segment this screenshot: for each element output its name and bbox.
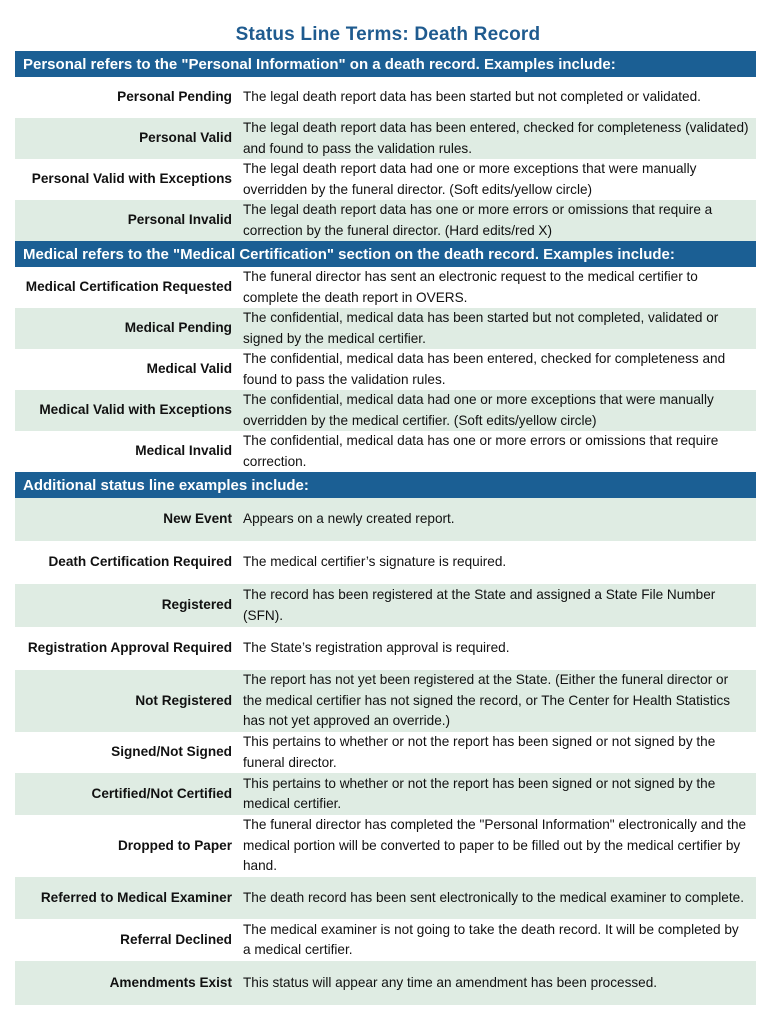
term-description: The medical examiner is not going to take the death record. It will be completed by a medical certifier. bbox=[243, 921, 739, 957]
table-row bbox=[15, 584, 756, 627]
term-label: Medical Valid with Exceptions bbox=[39, 402, 232, 418]
term-label: Signed/Not Signed bbox=[111, 744, 232, 760]
table-row bbox=[15, 200, 756, 241]
term-label: Registered bbox=[161, 597, 232, 613]
term-description: The legal death report data has one or more errors or omissions that require a correction by the funeral director. (Hard edits/red X) bbox=[243, 202, 713, 238]
term-label: Not Registered bbox=[135, 692, 232, 708]
term-description: The confidential, medical data has one or more errors or omissions that require correction. bbox=[243, 433, 719, 469]
term-label: Referral Declined bbox=[120, 931, 232, 947]
table-row bbox=[15, 308, 756, 349]
term-label: Medical Certification Requested bbox=[25, 279, 232, 295]
table-row bbox=[15, 349, 756, 390]
term-label: Personal Pending bbox=[117, 89, 232, 105]
term-label: Medical Invalid bbox=[135, 443, 232, 459]
status-terms-table bbox=[15, 51, 756, 1005]
term-description: The State’s registration approval is required. bbox=[243, 640, 510, 656]
page-title: Status Line Terms: Death Record bbox=[235, 24, 541, 45]
term-description: The confidential, medical data had one or more exceptions that were manually overridden by the medical certifier. (Soft edits/yellow circle) bbox=[243, 392, 714, 428]
table-row bbox=[15, 670, 756, 732]
term-label: Registration Approval Required bbox=[27, 640, 232, 656]
term-description: This pertains to whether or not the report has been signed or not signed by the medical certifier. bbox=[243, 775, 716, 811]
table-row bbox=[15, 919, 756, 961]
table-row bbox=[15, 815, 756, 877]
table-row bbox=[15, 877, 756, 919]
term-description: This pertains to whether or not the report has been signed or not signed by the funeral director. bbox=[243, 734, 716, 770]
table-row bbox=[15, 77, 756, 118]
table-row bbox=[15, 390, 756, 431]
table-row bbox=[15, 159, 756, 200]
table-row bbox=[15, 961, 756, 1005]
term-description: The funeral director has sent an electronic request to the medical certifier to complete the death report in OVERS. bbox=[243, 269, 698, 305]
term-description: The legal death report data has been entered, checked for completeness (validated) and found to pass the validation rules. bbox=[243, 120, 749, 156]
term-description: The legal death report data had one or more exceptions that were manually overridden by the funeral director. (Soft edits/yellow circle) bbox=[243, 161, 697, 197]
table-row bbox=[15, 627, 756, 670]
term-label: Referred to Medical Examiner bbox=[40, 889, 232, 905]
section-heading-medical: Medical refers to the "Medical Certification" section on the death record. Examples include: bbox=[15, 241, 756, 267]
term-description: Appears on a newly created report. bbox=[243, 511, 455, 527]
term-description: The death record has been sent electronically to the medical examiner to complete. bbox=[243, 889, 744, 905]
term-label: Medical Pending bbox=[124, 320, 232, 336]
term-description: This status will appear any time an amendment has been processed. bbox=[243, 974, 658, 990]
term-label: New Event bbox=[163, 511, 232, 527]
table-row bbox=[15, 773, 756, 815]
term-description: The record has been registered at the State and assigned a State File Number (SFN). bbox=[243, 587, 716, 623]
term-label: Amendments Exist bbox=[109, 974, 232, 990]
section-heading-personal: Personal refers to the "Personal Information" on a death record. Examples include: bbox=[15, 51, 756, 77]
table-row bbox=[15, 431, 756, 472]
term-description: The confidential, medical data has been entered, checked for completeness and found to pass the validation rules. bbox=[243, 351, 726, 387]
table-row bbox=[15, 541, 756, 584]
term-description: The medical certifier’s signature is required. bbox=[243, 554, 507, 570]
term-label: Personal Invalid bbox=[127, 212, 232, 228]
term-description: The funeral director has completed the "Personal Information" electronically and the medical portion will be converted to paper to be filled out by the medical certifier by hand. bbox=[243, 817, 747, 874]
term-label: Certified/Not Certified bbox=[91, 785, 232, 801]
term-label: Personal Valid bbox=[139, 130, 232, 146]
table-row bbox=[15, 267, 756, 308]
term-label: Personal Valid with Exceptions bbox=[31, 171, 232, 187]
term-label: Death Certification Required bbox=[48, 554, 232, 570]
section-heading-additional: Additional status line examples include: bbox=[15, 472, 756, 498]
term-description: The report has not yet been registered at the State. (Either the funeral director or the medical certifier has not signed the record, or The Center for Health Statistics has not yet approved an override.) bbox=[243, 672, 731, 729]
term-description: The confidential, medical data has been started but not completed, validated or signed by the medical certifier. bbox=[243, 310, 719, 346]
term-label: Medical Valid bbox=[146, 361, 232, 377]
table-row bbox=[15, 498, 756, 541]
term-label: Dropped to Paper bbox=[117, 837, 232, 853]
term-description: The legal death report data has been started but not completed or validated. bbox=[243, 89, 701, 105]
table-row bbox=[15, 118, 756, 159]
table-row bbox=[15, 732, 756, 773]
